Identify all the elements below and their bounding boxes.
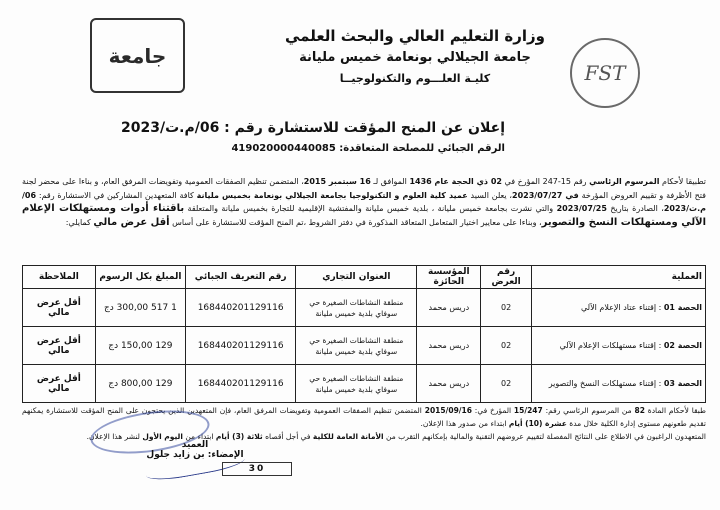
cell-operation bbox=[531, 289, 705, 327]
footer-text-part: المؤرخ في: bbox=[471, 406, 514, 415]
faculty-name: كليـة العلـــوم والتكنولوجيــا bbox=[339, 72, 491, 85]
operation-text: : إقتناء مستهلكات النسخ والتصوير bbox=[548, 379, 662, 388]
footer-text-part: طبقا لأحكام المادة bbox=[644, 406, 707, 415]
intro-text: رقم 15-247 المؤرخ في bbox=[501, 177, 590, 186]
intro-text: 02 ذي الحجة عام 1436 bbox=[409, 177, 502, 186]
cell-amount: 129 150,00 دج bbox=[95, 327, 185, 365]
table-header-row bbox=[23, 266, 706, 289]
cell-address: منطقة النشاطات الصغيرة حي سوفاي بلدية خميس مليانة bbox=[296, 365, 417, 403]
cell-company: دريس محمد bbox=[417, 289, 481, 327]
footer-text-part: 82 bbox=[634, 406, 645, 415]
footer-text-part: ابتداء من bbox=[182, 432, 216, 441]
intro-text: باقتناء أدوات ومستهلكات الإعلام الآلي ومستهلكات النسخ والتصوير bbox=[22, 203, 706, 228]
header-address: العنوان التجاري bbox=[296, 266, 417, 289]
letterhead bbox=[60, 18, 660, 98]
intro-text: أقل عرض مالي bbox=[93, 216, 170, 228]
operation-text: : إقتناء مستهلكات الإعلام الآلي bbox=[559, 341, 662, 350]
cell-note: أقل عرض مالي bbox=[23, 365, 96, 403]
footer-text-part: ابتداء من صدور هذا الإعلان. bbox=[420, 419, 509, 428]
intro-text: 06/م.ت/2023 bbox=[22, 190, 706, 213]
header-note: الملاحظة bbox=[23, 266, 96, 289]
lot-label: الحصة 03 bbox=[663, 379, 702, 388]
header-amount: المبلغ بكل الرسوم bbox=[95, 266, 185, 289]
cell-address: منطقة النشاطات الصغيرة حي سوفاي بلدية خميس مليانة bbox=[296, 327, 417, 365]
table-row bbox=[23, 365, 706, 403]
cell-offer-no: 02 bbox=[481, 289, 532, 327]
signatory-name: الإمضاء: بن زايد جلول bbox=[146, 450, 244, 460]
intro-text: عميد كلية العلوم و التكنولوجيا بجامعة الجيلالي بونعامة بخميس مليانة bbox=[196, 190, 468, 200]
award-table bbox=[22, 265, 706, 403]
cell-address: منطقة النشاطات الصغيرة حي سوفاي بلدية خميس مليانة bbox=[296, 289, 417, 327]
ministry-name: وزارة التعليم العالي والبحث العلمي bbox=[284, 27, 546, 45]
header-nif: رقم التعريف الجبائي bbox=[186, 266, 296, 289]
cell-nif: 168440201129116 bbox=[186, 289, 296, 327]
footer-text-part: 2015/09/16 bbox=[424, 406, 472, 415]
cell-nif: 168440201129116 bbox=[186, 365, 296, 403]
footer-text-part: من المرسوم الرئاسي رقم: bbox=[542, 406, 635, 415]
cell-amount: 1 517 300,00 دج bbox=[95, 289, 185, 327]
operation-text: : إقتناء عتاد الإعلام الآلي bbox=[580, 303, 662, 312]
university-name: جامعة الجيلالي بونعامة خميس مليانة bbox=[299, 50, 531, 65]
footer-text-part: لنشر هذا الإعلان. bbox=[86, 432, 143, 441]
intro-text: كافة المتعهدين المشاركين في الاستشارة رقم: bbox=[36, 190, 197, 200]
faculty-logo bbox=[570, 38, 640, 108]
university-logo-text: جامعة bbox=[108, 43, 167, 68]
cell-note: أقل عرض مالي bbox=[23, 289, 96, 327]
intro-paragraph bbox=[22, 175, 706, 229]
intro-text: ، الصادرة بتاريخ bbox=[606, 204, 664, 213]
footer-text-part: الأمانة العامة للكلية bbox=[312, 432, 384, 441]
intro-text: ، المتضمن تنظيم الصفقات العمومية وتفويضات المرفق العام، و بناءا على محضر لجنة فتح الأظرفة و تقييم العروض المؤرخة bbox=[22, 177, 707, 200]
cell-operation bbox=[531, 327, 705, 365]
university-logo bbox=[90, 18, 185, 93]
cell-note: أقل عرض مالي bbox=[23, 327, 96, 365]
footer-text-part: المتضمن تنظيم الصفقات العمومية وتفويضات المرفق العام، فإن المتعهدين الذين يحتجون على المنح المؤقت للاستشارة يمكنهم تقديم طعونهم مستوى إدارة الكلية خلال مدة bbox=[22, 406, 706, 428]
signatory-title: العميد bbox=[181, 440, 209, 450]
cell-offer-no: 02 bbox=[481, 365, 532, 403]
footer-text-part: عشرة (10) أيام bbox=[508, 419, 567, 428]
cell-operation bbox=[531, 365, 705, 403]
intro-text: 2023/07/25 bbox=[556, 204, 607, 213]
cell-nif: 168440201129116 bbox=[186, 327, 296, 365]
intro-text: في 2023/07/27 bbox=[512, 190, 579, 200]
lot-label: الحصة 01 bbox=[663, 303, 702, 312]
footer-text-part: اليوم الأول bbox=[142, 432, 183, 441]
cell-company: دريس محمد bbox=[417, 365, 481, 403]
intro-text: ، يعلن السيد bbox=[467, 190, 512, 200]
letterhead-text bbox=[280, 26, 550, 89]
intro-text: ، وبناءا على معايير اختيار المتعامل المتعاقد المذكورة في دفتر الشروط ،تم المنح المؤقت للاستشارة على أساس bbox=[169, 217, 542, 227]
table-row bbox=[23, 327, 706, 365]
header-offer-no: رقم العرض bbox=[481, 266, 532, 289]
header-operation: العملية bbox=[531, 266, 705, 289]
intro-text: المرسوم الرئاسي bbox=[589, 177, 660, 186]
intro-text: الموافق لـ bbox=[370, 177, 410, 186]
footer-text-part: المتعهدون الراغبون في الاطلاع على النتائج المفصلة لتقييم عروضهم التقنية والمالية بإمكانهم التقرب من bbox=[383, 432, 706, 441]
intro-text: كمايلي: bbox=[65, 217, 94, 227]
intro-text: تطبيقا لأحكام bbox=[659, 177, 706, 186]
lot-label: الحصة 02 bbox=[663, 341, 702, 350]
header-company: المؤسسة الحائزة bbox=[417, 266, 481, 289]
announcement-title: إعلان عن المنح المؤقت للاستشارة رقم : 06/م.ت/2023 bbox=[120, 120, 505, 136]
intro-text: والتي نشرت بجامعة خميس مليانة ، بلدية خميس مليانة والمفتشية الإقليمية للتجارة بخميس مليانة والمتعلقة bbox=[184, 204, 557, 213]
cell-amount: 129 800,00 دج bbox=[95, 365, 185, 403]
footer-text-part: 15/247 bbox=[513, 406, 543, 415]
cell-offer-no: 02 bbox=[481, 327, 532, 365]
table-row bbox=[23, 289, 706, 327]
cell-company: دريس محمد bbox=[417, 327, 481, 365]
faculty-logo-text: FST bbox=[584, 61, 626, 85]
footer-text-part: ثلاثة (3) أيام bbox=[215, 432, 263, 441]
intro-text: 16 سبتمبر 2015 bbox=[303, 177, 371, 186]
footer-text-part: في أجل أقصاه bbox=[262, 432, 313, 441]
date-stamp: 30 bbox=[222, 462, 292, 476]
fiscal-id: الرقم الجبائي للمصلحة المتعاقدة: 419020000440085 bbox=[231, 143, 505, 154]
